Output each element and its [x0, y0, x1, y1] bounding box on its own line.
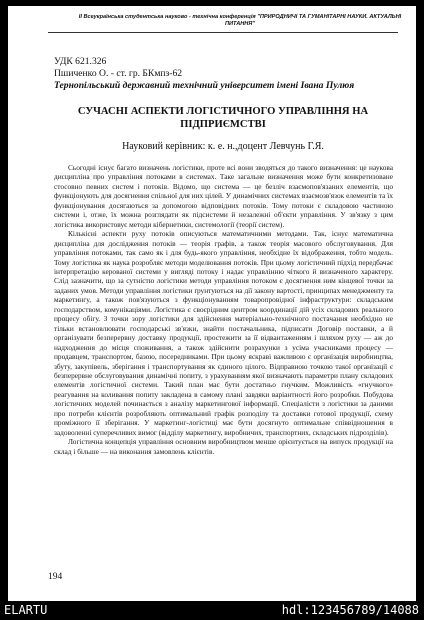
- article-title: СУЧАСНІ АСПЕКТИ ЛОГІСТИЧНОГО УПРАВЛІННЯ НА ПІДПРИЄМСТВІ: [77, 106, 369, 130]
- conference-header: II Всеукраїнська студентська науково - технічна конференція "ПРИРОДНИЧІ ТА ГУМАНІТАРНІ НАУКИ. АКТУАЛЬНІ ПИТАННЯ": [78, 14, 402, 27]
- article-body: [54, 163, 393, 456]
- supervisor-line: Науковий керівник: к. е. н.,доцент Левчунь Г.Я.: [122, 141, 324, 152]
- paragraph: Логістична концепція управління основним виробництвом менше орієнтується на випуск продукції на склад і більше — на виконання замовлень клієнтів.: [54, 437, 393, 456]
- author-line: Пшиченко О. - ст. гр. БКмпз-62: [54, 68, 183, 79]
- page-number: 194: [48, 572, 63, 582]
- viewer-footer: [0, 601, 424, 620]
- handle-identifier: hdl:123456789/14088: [281, 603, 419, 617]
- header-divider: [48, 32, 398, 33]
- document-page: [8, 6, 416, 601]
- udk-code: УДК 621.326: [54, 56, 107, 67]
- paragraph: Кількісні аспекти руху потоків описуються математичними методами. Так, існує математична дисципліна для дослідження потоків — теорія графів, а також теорія масового обслуговування. Для управління потоками, так само як і для будь-якого управління, необхідне їх відображення, тобто модель. Тому логістика як наука розробляє методи моделювання потоків. При цьому логістичний підхід передбачає інтерпретацію керованої системи у вигляді потоку і надає управлінню чіткого й визначеного характеру. Слід зазначити, що за сутністю логістики методи управління потоком є досягнення ним кінцевої точки за заданих умов. Методи управління логістики ґрунтуються на дії закону вартості, принципах менеджменту та маркетингу, а також пов'язуються з функціонуванням товаропровідної інфраструктури: складським господарством, комунікаціями. Логістика є своєрідним центром координації дій усіх складових реального процесу обігу. З точки зору логістики для здійснення матеріально-технічного постачання необхідно не тільки встановлювати господарські зв'язки, знайти постачальника, підписати Договір поставки, а й організувати безперервну доставку продукції, простежити за її відвантаженням і шляхом руху — аж до надходження до місця споживання, а також здійснити розрахунки з усіма учасниками процесу — продавцем, транспортом, базою, посередниками. При цьому яскраві важливою є організація виробництва, збуту, закупівель, зберігання і транспортування як єдиного цілого. Відправною точкою такої організації є безперервне обслуговування динамічні попиту, з урахуванням якої визначають параметри плану складових елементів логістичної системи. Такий план має бути достатньо гнучким. Можливість «гнучкого» реагування на коливання попиту закладена в самому плані завдяки варіантності його розробки. Побудова логістичних моделей починається з аналізу маркетингової інформації. Спеціалісти з логістики за даними про потреби клієнтів розробляють оптимальний графік розподілу та доставки готової продукції, схему проміжного її зберігання. У маркетинг-логістиці має бути досягнуто оптимальне співвідношення в задоволенні суперечливих вимог (відділу маркетингу, виробничих, транспортних, складських підрозділів).: [54, 229, 393, 437]
- repository-label: ELARTU: [4, 603, 48, 617]
- paragraph: Сьогодні існує багато визначень логістики, проте всі вони зводяться до такого визначення: це наукова дисципліна про управління потоками в системах. Таке загальне визначення може бути конкретизоване стосовно певних систем і потоків. Відомо, що система — це безліч взаємопов'язаних елементів, що функціонують для досягнення спільної для них цілей. У динамічних системах взаємозв'язок елементів та їх функціонування досягаються за допомогою відповідних потоків. Тому потоки є складовою частиною системи і, отже, їх можна розглядати як підсистеми й незалежні об'єкти управління. У зв'язку з цим логістика використовує методи кібернетики, системології (теорії систем).: [54, 163, 393, 229]
- institution-line: Тернопільський державний технічний університет імені Івана Пулюя: [54, 80, 355, 91]
